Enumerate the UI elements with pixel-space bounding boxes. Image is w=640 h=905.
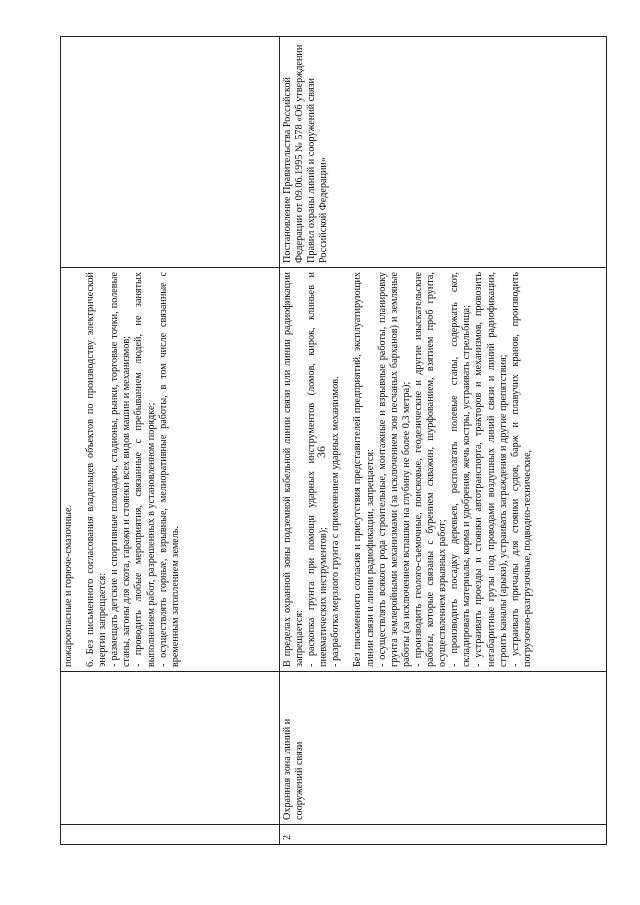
restrictions-cell (280, 268, 607, 672)
restriction-text: - осуществлять всякого рода строительные, монтажные и взрывные работы, планировку грунта землеройными механизмами (за исключением зон песчаных барханов) и земляные работы (за исключением вспашки на глубину не более 0,3 метра); (376, 272, 412, 667)
page-number: 36 (314, 446, 328, 458)
restriction-text: - производить посадку деревьев, располагать полевые станы, содержать скот, складировать материалы, корма и удобрения, жечь костры, устраивать стрельбища; (449, 272, 473, 667)
restriction-text: пожароопасные и горюче-смазочные. (63, 504, 74, 667)
zone-name-cell (61, 672, 280, 825)
restriction-text: - проводить любые мероприятия, связанные с пребыванием людей, не занятых выполнением работ, разрешенных в установленном порядке; (133, 272, 157, 667)
restriction-text: Без письменного согласия и присутствия представителей предприятий, эксплуатирующих линии связи и линии радиофикации, запрещается: (352, 272, 376, 667)
restriction-text: В пределах охранной зоны подземной кабельной линии связи или линии радиофикации запрещается: (282, 272, 306, 667)
restriction-text: - раскопка грунта при помощи ударных инструментов (ломов, кирок, клиньев и пневматических инструментов); (306, 272, 330, 667)
restriction-text: - размещать детские и спортивные площадки, стадионы, рынки, торговые точки, полевые станы, загоны для скота, гаражи и стоянки всех видов машин и механизмов; (109, 272, 133, 667)
legal-basis-cell (61, 37, 280, 268)
restrictions-cell (61, 268, 280, 672)
rotated-table-container (60, 37, 600, 845)
restriction-text: 6. Без письменного согласования владельцев объектов по производству электрической энергии запрещается: (85, 272, 109, 667)
restriction-text: - осуществлять горные, взрывные, мелиоративные работы, в том числе связанные с временным затоплением земель. (157, 272, 181, 667)
row-number-cell (61, 825, 280, 845)
row-number-cell: 2 (280, 825, 607, 845)
paragraph-gap (75, 272, 85, 667)
table-row (280, 37, 607, 845)
restriction-text: - разработка мерзлого грунта с применением ударных механизмов. (330, 376, 342, 667)
restriction-text: - производить геолого-съемочные, поисковые, геодезические и другие изыскательские работы, которые связаны с бурением скважин, шурфованием, взятием проб грунта, осуществлением взрывных работ; (412, 272, 449, 667)
table-row (61, 37, 280, 845)
restriction-text: - устраивать проезды и стоянки автотранспорта, тракторов и механизмов, провозить негабаритные грузы под проводами воздушных линий связи и линий радиофикации, строить каналы (арыки), устраивать заграждения и другие препятствия; (473, 272, 509, 667)
legal-basis-cell: Постановление Правительства Российской Федерации от 09.06.1995 № 578 «Об утверждении Правил охраны линий и сооружений связи Российской Федерации» (280, 37, 607, 268)
restriction-text: - устраивать причалы для стоянки судов, барж и плавучих кранов, производить погрузочно-разгрузочные, подводно-технические, (509, 272, 533, 667)
paragraph-gap (342, 272, 352, 667)
zone-name-cell: Охранная зона линий и сооружений связи (280, 672, 607, 825)
restrictions-table (60, 36, 607, 845)
